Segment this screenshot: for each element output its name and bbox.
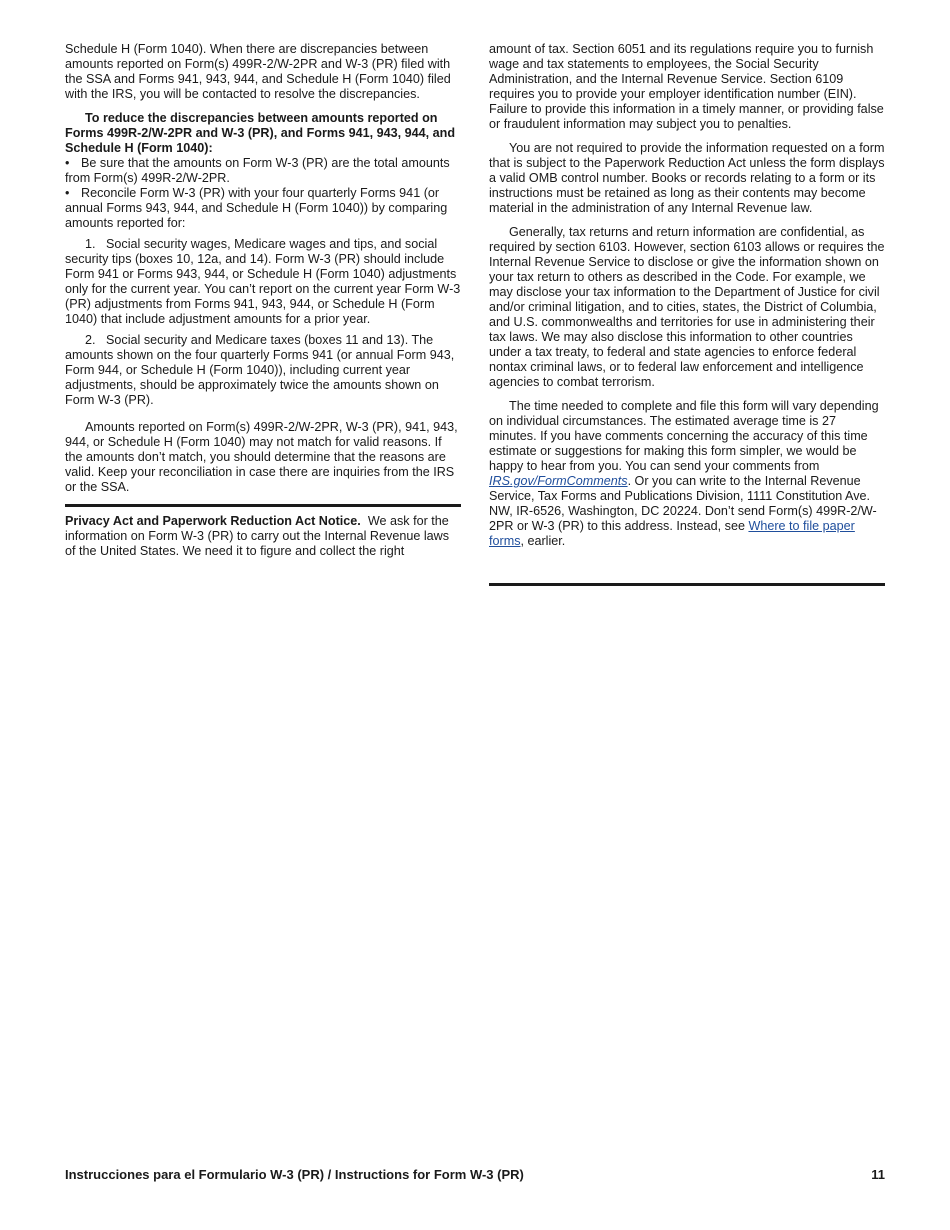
time-estimate-paragraph — [489, 399, 885, 549]
discrepancies-paragraph: Schedule H (Form 1040). When there are discrepancies between amounts reported on Form(s) 499R-2/W-2PR and W-3 (PR) filed with the SSA and Forms 941, 943, 944, and Schedule H (Form 1040) filed with the IRS, you will be contacted to resolve the discrepancies. — [65, 42, 451, 101]
address-text: . Or you can write to the Internal Revenue Service, Tax Forms and Publications Division, 1111 Constitution Ave. NW, IR-6526, Washington, DC 20224. Don’t send Form(s) 499R-2/W-2PR or W-3 (PR) to this address. Instead, see — [489, 474, 877, 533]
confidentiality-paragraph: Generally, tax returns and return information are confidential, as required by section 6103. However, section 6103 allows or requires the Internal Revenue Service to disclose or give the information shown on your tax return to others as described in the Code. For example, we may disclose your tax information to the Department of Justice for civil and/or criminal litigation, and to cities, states, the District of Columbia, and U.S. commonwealths and territories for use in administering their tax laws. We may also disclose this information to other countries under a tax treaty, to federal and state agencies to enforce federal nontax criminal laws, or to federal law enforcement and intelligence agencies to combat terrorism. — [489, 225, 885, 389]
left-column — [65, 42, 461, 568]
bullet-icon: • — [65, 186, 70, 200]
bullet-item — [65, 156, 461, 186]
section-divider — [65, 504, 461, 507]
footer-title: Instrucciones para el Formulario W-3 (PR) / Instructions for Form W-3 (PR) — [65, 1167, 524, 1182]
omb-paragraph: You are not required to provide the information requested on a form that is subject to the Paperwork Reduction Act unless the form displays a valid OMB control number. Books or records relating to a form or its instructions must be retained as long as their contents may become material in the administration of any Internal Revenue law. — [489, 141, 885, 215]
item-text: Social security wages, Medicare wages and tips, and social security tips (boxes 10, 12a, and 14). Form W-3 (PR) should include Form 941 or Forms 943, 944, or Schedule H (Form 1040) adjustments only for the current year. You can’t report on the current year Form W-3 (PR) adjustments from Forms 941, 943, 944, or Schedule H (Form 1040) that include adjustment amounts for a prior year. — [65, 237, 461, 326]
item-text: Social security and Medicare taxes (boxes 11 and 13). The amounts shown on the four quarterly Forms 941 (or annual Form 943, Form 944, or Schedule H (Form 1040)), including current year adjustments, should be approximately twice the amounts shown on Form W-3 (PR). — [65, 333, 455, 407]
right-column — [489, 42, 885, 558]
where-to-file-link[interactable]: Where to file paper forms — [489, 519, 855, 548]
form-comments-link[interactable]: IRS.gov/FormComments — [489, 474, 628, 488]
item-number: 2. — [85, 333, 96, 347]
item-number: 1. — [85, 237, 96, 251]
time-estimate-text: The time needed to complete and file this form will vary depending on individual circumstances. The estimated average time is 27 minutes. If you have comments concerning the accuracy of this time estimate or suggestions for making this form simpler, we would be happy to hear from you. You can send your comments from — [489, 399, 879, 473]
amounts-paragraph: Amounts reported on Form(s) 499R-2/W-2PR, W-3 (PR), 941, 943, 944, or Schedule H (Form 1040) may not match for valid reasons. If the amounts don’t match, you should determine that the reasons are valid. Keep your reconciliation in case there are inquiries from the IRS or the SSA. — [65, 420, 458, 494]
numbered-item — [65, 333, 461, 408]
bullet-text: Reconcile Form W-3 (PR) with your four quarterly Forms 941 (or annual Forms 943, 944, and Schedule H (Form 1040)) by comparing amounts reported for: — [65, 186, 448, 230]
earlier-text: , earlier. — [520, 534, 566, 548]
end-divider — [489, 583, 885, 586]
bullet-text: Be sure that the amounts on Form W-3 (PR) are the total amounts from Form(s) 499R-2/W-2PR. — [65, 156, 450, 185]
bullet-icon: • — [65, 156, 70, 170]
section-6051-paragraph: amount of tax. Section 6051 and its regulations require you to furnish wage and tax statements to employees, the Social Security Administration, and the Internal Revenue Service. Section 6109 requires you to provide your employer identification number (EIN). Failure to provide this information in a timely manner, or providing false or fraudulent information may subject you to penalties. — [489, 42, 884, 131]
numbered-item — [65, 237, 461, 327]
privacy-notice-text: We ask for the information on Form W-3 (PR) to carry out the Internal Revenue laws of the United States. We need it to figure and collect the right — [65, 514, 450, 558]
bullet-item — [65, 186, 461, 231]
privacy-notice-heading: Privacy Act and Paperwork Reduction Act Notice. — [65, 514, 361, 528]
reduce-discrepancies-heading: To reduce the discrepancies between amounts reported on Forms 499R-2/W-2PR and W-3 (PR), and Forms 941, 943, 944, and Schedule H (Form 1040): — [65, 111, 456, 155]
page-number: 11 — [871, 1167, 885, 1182]
privacy-notice-paragraph — [65, 514, 461, 559]
